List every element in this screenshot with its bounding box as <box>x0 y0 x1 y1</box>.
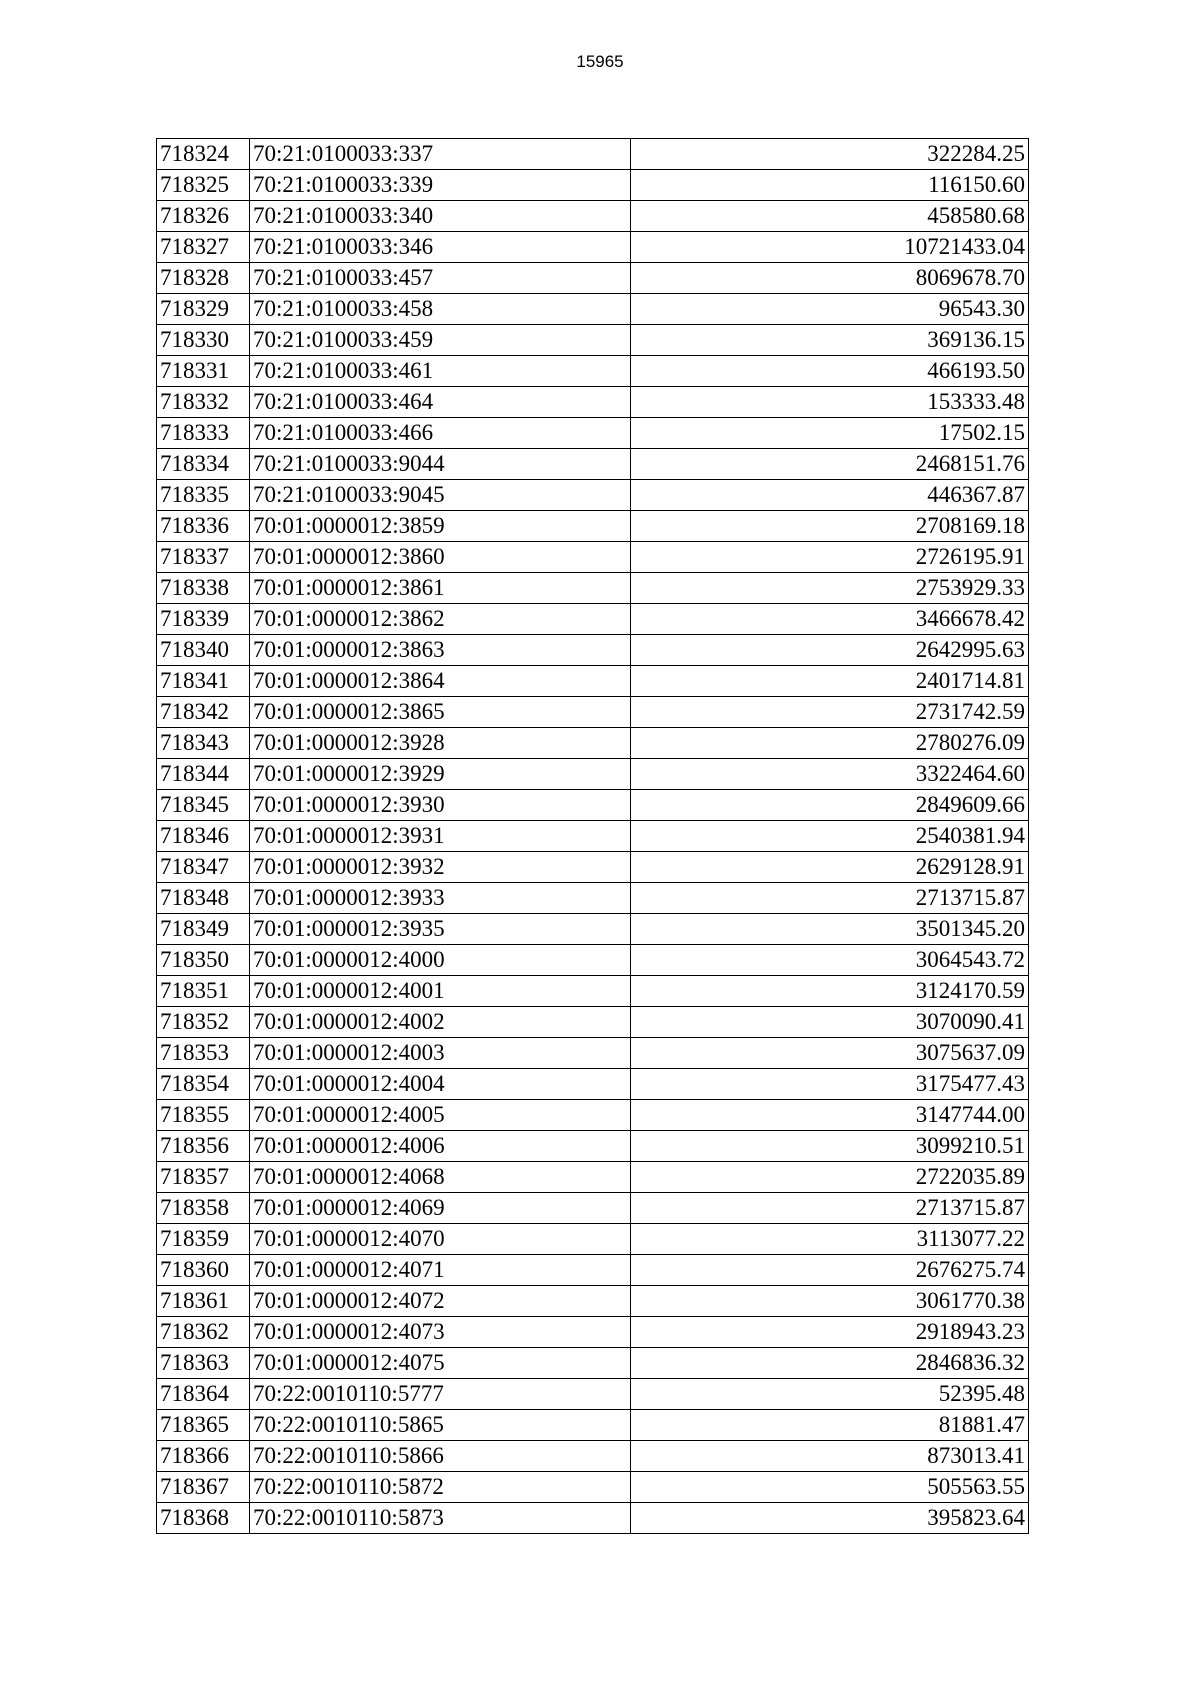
row-id-cell: 718352 <box>157 1007 250 1038</box>
table-row <box>157 1472 1029 1503</box>
row-id-cell: 718354 <box>157 1069 250 1100</box>
cadastral-number-cell: 70:22:0010110:5873 <box>250 1503 631 1534</box>
cadastral-number-cell: 70:21:0100033:9044 <box>250 449 631 480</box>
value-cell: 873013.41 <box>631 1441 1029 1472</box>
row-id-cell: 718335 <box>157 480 250 511</box>
cadastral-number-cell: 70:01:0000012:3860 <box>250 542 631 573</box>
value-cell: 96543.30 <box>631 294 1029 325</box>
table-row <box>157 821 1029 852</box>
table-row <box>157 356 1029 387</box>
cadastral-number-cell: 70:01:0000012:3930 <box>250 790 631 821</box>
value-cell: 3175477.43 <box>631 1069 1029 1100</box>
table-row <box>157 1131 1029 1162</box>
cadastral-number-cell: 70:01:0000012:4073 <box>250 1317 631 1348</box>
row-id-cell: 718356 <box>157 1131 250 1162</box>
table-row <box>157 1100 1029 1131</box>
table-row <box>157 139 1029 170</box>
table-row <box>157 1410 1029 1441</box>
cadastral-number-cell: 70:01:0000012:4003 <box>250 1038 631 1069</box>
table-row <box>157 201 1029 232</box>
row-id-cell: 718338 <box>157 573 250 604</box>
row-id-cell: 718367 <box>157 1472 250 1503</box>
table-row <box>157 852 1029 883</box>
value-cell: 3099210.51 <box>631 1131 1029 1162</box>
value-cell: 3124170.59 <box>631 976 1029 1007</box>
value-cell: 2780276.09 <box>631 728 1029 759</box>
value-cell: 395823.64 <box>631 1503 1029 1534</box>
value-cell: 2753929.33 <box>631 573 1029 604</box>
value-cell: 2401714.81 <box>631 666 1029 697</box>
row-id-cell: 718349 <box>157 914 250 945</box>
table-row <box>157 1193 1029 1224</box>
cadastral-number-cell: 70:01:0000012:4006 <box>250 1131 631 1162</box>
value-cell: 446367.87 <box>631 480 1029 511</box>
value-cell: 3064543.72 <box>631 945 1029 976</box>
page-number: 15965 <box>576 52 624 71</box>
row-id-cell: 718342 <box>157 697 250 728</box>
table-row <box>157 1286 1029 1317</box>
cadastral-number-cell: 70:01:0000012:3861 <box>250 573 631 604</box>
value-cell: 2629128.91 <box>631 852 1029 883</box>
table-row <box>157 1162 1029 1193</box>
table-row <box>157 232 1029 263</box>
table-row <box>157 604 1029 635</box>
table-row <box>157 1379 1029 1410</box>
row-id-cell: 718330 <box>157 325 250 356</box>
row-id-cell: 718339 <box>157 604 250 635</box>
value-cell: 466193.50 <box>631 356 1029 387</box>
row-id-cell: 718331 <box>157 356 250 387</box>
cadastral-number-cell: 70:01:0000012:3928 <box>250 728 631 759</box>
cadastral-number-cell: 70:01:0000012:4072 <box>250 1286 631 1317</box>
cadastral-number-cell: 70:01:0000012:3865 <box>250 697 631 728</box>
value-cell: 2722035.89 <box>631 1162 1029 1193</box>
table-row <box>157 914 1029 945</box>
row-id-cell: 718337 <box>157 542 250 573</box>
cadastral-number-cell: 70:22:0010110:5866 <box>250 1441 631 1472</box>
value-cell: 81881.47 <box>631 1410 1029 1441</box>
row-id-cell: 718355 <box>157 1100 250 1131</box>
cadastral-number-cell: 70:21:0100033:339 <box>250 170 631 201</box>
row-id-cell: 718353 <box>157 1038 250 1069</box>
value-cell: 2708169.18 <box>631 511 1029 542</box>
cadastral-number-cell: 70:21:0100033:340 <box>250 201 631 232</box>
cadastral-number-cell: 70:22:0010110:5865 <box>250 1410 631 1441</box>
value-cell: 2849609.66 <box>631 790 1029 821</box>
value-cell: 3466678.42 <box>631 604 1029 635</box>
value-cell: 17502.15 <box>631 418 1029 449</box>
cadastral-number-cell: 70:21:0100033:457 <box>250 263 631 294</box>
cadastral-number-cell: 70:21:0100033:346 <box>250 232 631 263</box>
table-row <box>157 449 1029 480</box>
row-id-cell: 718329 <box>157 294 250 325</box>
cadastral-number-cell: 70:01:0000012:4069 <box>250 1193 631 1224</box>
cadastral-number-cell: 70:01:0000012:4004 <box>250 1069 631 1100</box>
row-id-cell: 718368 <box>157 1503 250 1534</box>
table-row <box>157 294 1029 325</box>
cadastral-number-cell: 70:21:0100033:466 <box>250 418 631 449</box>
table-body <box>157 139 1029 1534</box>
row-id-cell: 718359 <box>157 1224 250 1255</box>
cadastral-number-cell: 70:01:0000012:3863 <box>250 635 631 666</box>
value-cell: 3322464.60 <box>631 759 1029 790</box>
cadastral-number-cell: 70:01:0000012:4001 <box>250 976 631 1007</box>
row-id-cell: 718358 <box>157 1193 250 1224</box>
data-table <box>156 138 1029 1534</box>
table-row <box>157 1317 1029 1348</box>
table-row <box>157 418 1029 449</box>
row-id-cell: 718332 <box>157 387 250 418</box>
table-row <box>157 945 1029 976</box>
row-id-cell: 718365 <box>157 1410 250 1441</box>
cadastral-number-cell: 70:01:0000012:4005 <box>250 1100 631 1131</box>
row-id-cell: 718347 <box>157 852 250 883</box>
row-id-cell: 718362 <box>157 1317 250 1348</box>
value-cell: 2468151.76 <box>631 449 1029 480</box>
row-id-cell: 718346 <box>157 821 250 852</box>
table-row <box>157 790 1029 821</box>
table-row <box>157 1255 1029 1286</box>
cadastral-number-cell: 70:21:0100033:461 <box>250 356 631 387</box>
table-row <box>157 542 1029 573</box>
row-id-cell: 718326 <box>157 201 250 232</box>
cadastral-number-cell: 70:01:0000012:3932 <box>250 852 631 883</box>
table-row <box>157 1007 1029 1038</box>
cadastral-number-cell: 70:21:0100033:458 <box>250 294 631 325</box>
value-cell: 3147744.00 <box>631 1100 1029 1131</box>
table-row <box>157 1503 1029 1534</box>
table-row <box>157 1069 1029 1100</box>
cadastral-number-cell: 70:21:0100033:337 <box>250 139 631 170</box>
cadastral-number-cell: 70:01:0000012:4071 <box>250 1255 631 1286</box>
table-row <box>157 511 1029 542</box>
row-id-cell: 718334 <box>157 449 250 480</box>
value-cell: 2642995.63 <box>631 635 1029 666</box>
cadastral-number-cell: 70:01:0000012:3933 <box>250 883 631 914</box>
value-cell: 153333.48 <box>631 387 1029 418</box>
table-row <box>157 263 1029 294</box>
value-cell: 116150.60 <box>631 170 1029 201</box>
value-cell: 10721433.04 <box>631 232 1029 263</box>
row-id-cell: 718333 <box>157 418 250 449</box>
row-id-cell: 718361 <box>157 1286 250 1317</box>
row-id-cell: 718348 <box>157 883 250 914</box>
value-cell: 52395.48 <box>631 1379 1029 1410</box>
value-cell: 3113077.22 <box>631 1224 1029 1255</box>
row-id-cell: 718357 <box>157 1162 250 1193</box>
table-row <box>157 697 1029 728</box>
cadastral-number-cell: 70:01:0000012:3935 <box>250 914 631 945</box>
table-row <box>157 1038 1029 1069</box>
row-id-cell: 718336 <box>157 511 250 542</box>
cadastral-number-cell: 70:01:0000012:4070 <box>250 1224 631 1255</box>
value-cell: 3075637.09 <box>631 1038 1029 1069</box>
table-row <box>157 666 1029 697</box>
value-cell: 2540381.94 <box>631 821 1029 852</box>
value-cell: 322284.25 <box>631 139 1029 170</box>
row-id-cell: 718364 <box>157 1379 250 1410</box>
value-cell: 2713715.87 <box>631 883 1029 914</box>
row-id-cell: 718345 <box>157 790 250 821</box>
cadastral-number-cell: 70:01:0000012:4075 <box>250 1348 631 1379</box>
row-id-cell: 718324 <box>157 139 250 170</box>
table-row <box>157 759 1029 790</box>
cadastral-number-cell: 70:21:0100033:464 <box>250 387 631 418</box>
row-id-cell: 718328 <box>157 263 250 294</box>
value-cell: 458580.68 <box>631 201 1029 232</box>
cadastral-number-cell: 70:01:0000012:4002 <box>250 1007 631 1038</box>
row-id-cell: 718341 <box>157 666 250 697</box>
table-row <box>157 1441 1029 1472</box>
value-cell: 2918943.23 <box>631 1317 1029 1348</box>
table-row <box>157 976 1029 1007</box>
table-row <box>157 635 1029 666</box>
value-cell: 3070090.41 <box>631 1007 1029 1038</box>
cadastral-number-cell: 70:01:0000012:3931 <box>250 821 631 852</box>
row-id-cell: 718325 <box>157 170 250 201</box>
row-id-cell: 718343 <box>157 728 250 759</box>
row-id-cell: 718363 <box>157 1348 250 1379</box>
table-row <box>157 1348 1029 1379</box>
value-cell: 3501345.20 <box>631 914 1029 945</box>
table-row <box>157 1224 1029 1255</box>
row-id-cell: 718344 <box>157 759 250 790</box>
cadastral-number-cell: 70:22:0010110:5777 <box>250 1379 631 1410</box>
table-row <box>157 573 1029 604</box>
cadastral-number-cell: 70:01:0000012:3929 <box>250 759 631 790</box>
value-cell: 2713715.87 <box>631 1193 1029 1224</box>
cadastral-number-cell: 70:21:0100033:459 <box>250 325 631 356</box>
table-row <box>157 728 1029 759</box>
value-cell: 2731742.59 <box>631 697 1029 728</box>
value-cell: 2676275.74 <box>631 1255 1029 1286</box>
cadastral-number-cell: 70:01:0000012:3859 <box>250 511 631 542</box>
value-cell: 369136.15 <box>631 325 1029 356</box>
value-cell: 3061770.38 <box>631 1286 1029 1317</box>
value-cell: 505563.55 <box>631 1472 1029 1503</box>
cadastral-number-cell: 70:22:0010110:5872 <box>250 1472 631 1503</box>
value-cell: 2846836.32 <box>631 1348 1029 1379</box>
value-cell: 2726195.91 <box>631 542 1029 573</box>
row-id-cell: 718327 <box>157 232 250 263</box>
table-row <box>157 325 1029 356</box>
table-row <box>157 480 1029 511</box>
row-id-cell: 718366 <box>157 1441 250 1472</box>
cadastral-number-cell: 70:01:0000012:3862 <box>250 604 631 635</box>
table-row <box>157 170 1029 201</box>
cadastral-number-cell: 70:01:0000012:4068 <box>250 1162 631 1193</box>
cadastral-number-cell: 70:01:0000012:3864 <box>250 666 631 697</box>
cadastral-number-cell: 70:01:0000012:4000 <box>250 945 631 976</box>
row-id-cell: 718360 <box>157 1255 250 1286</box>
row-id-cell: 718340 <box>157 635 250 666</box>
cadastral-number-cell: 70:21:0100033:9045 <box>250 480 631 511</box>
table-row <box>157 387 1029 418</box>
row-id-cell: 718350 <box>157 945 250 976</box>
value-cell: 8069678.70 <box>631 263 1029 294</box>
table-row <box>157 883 1029 914</box>
row-id-cell: 718351 <box>157 976 250 1007</box>
